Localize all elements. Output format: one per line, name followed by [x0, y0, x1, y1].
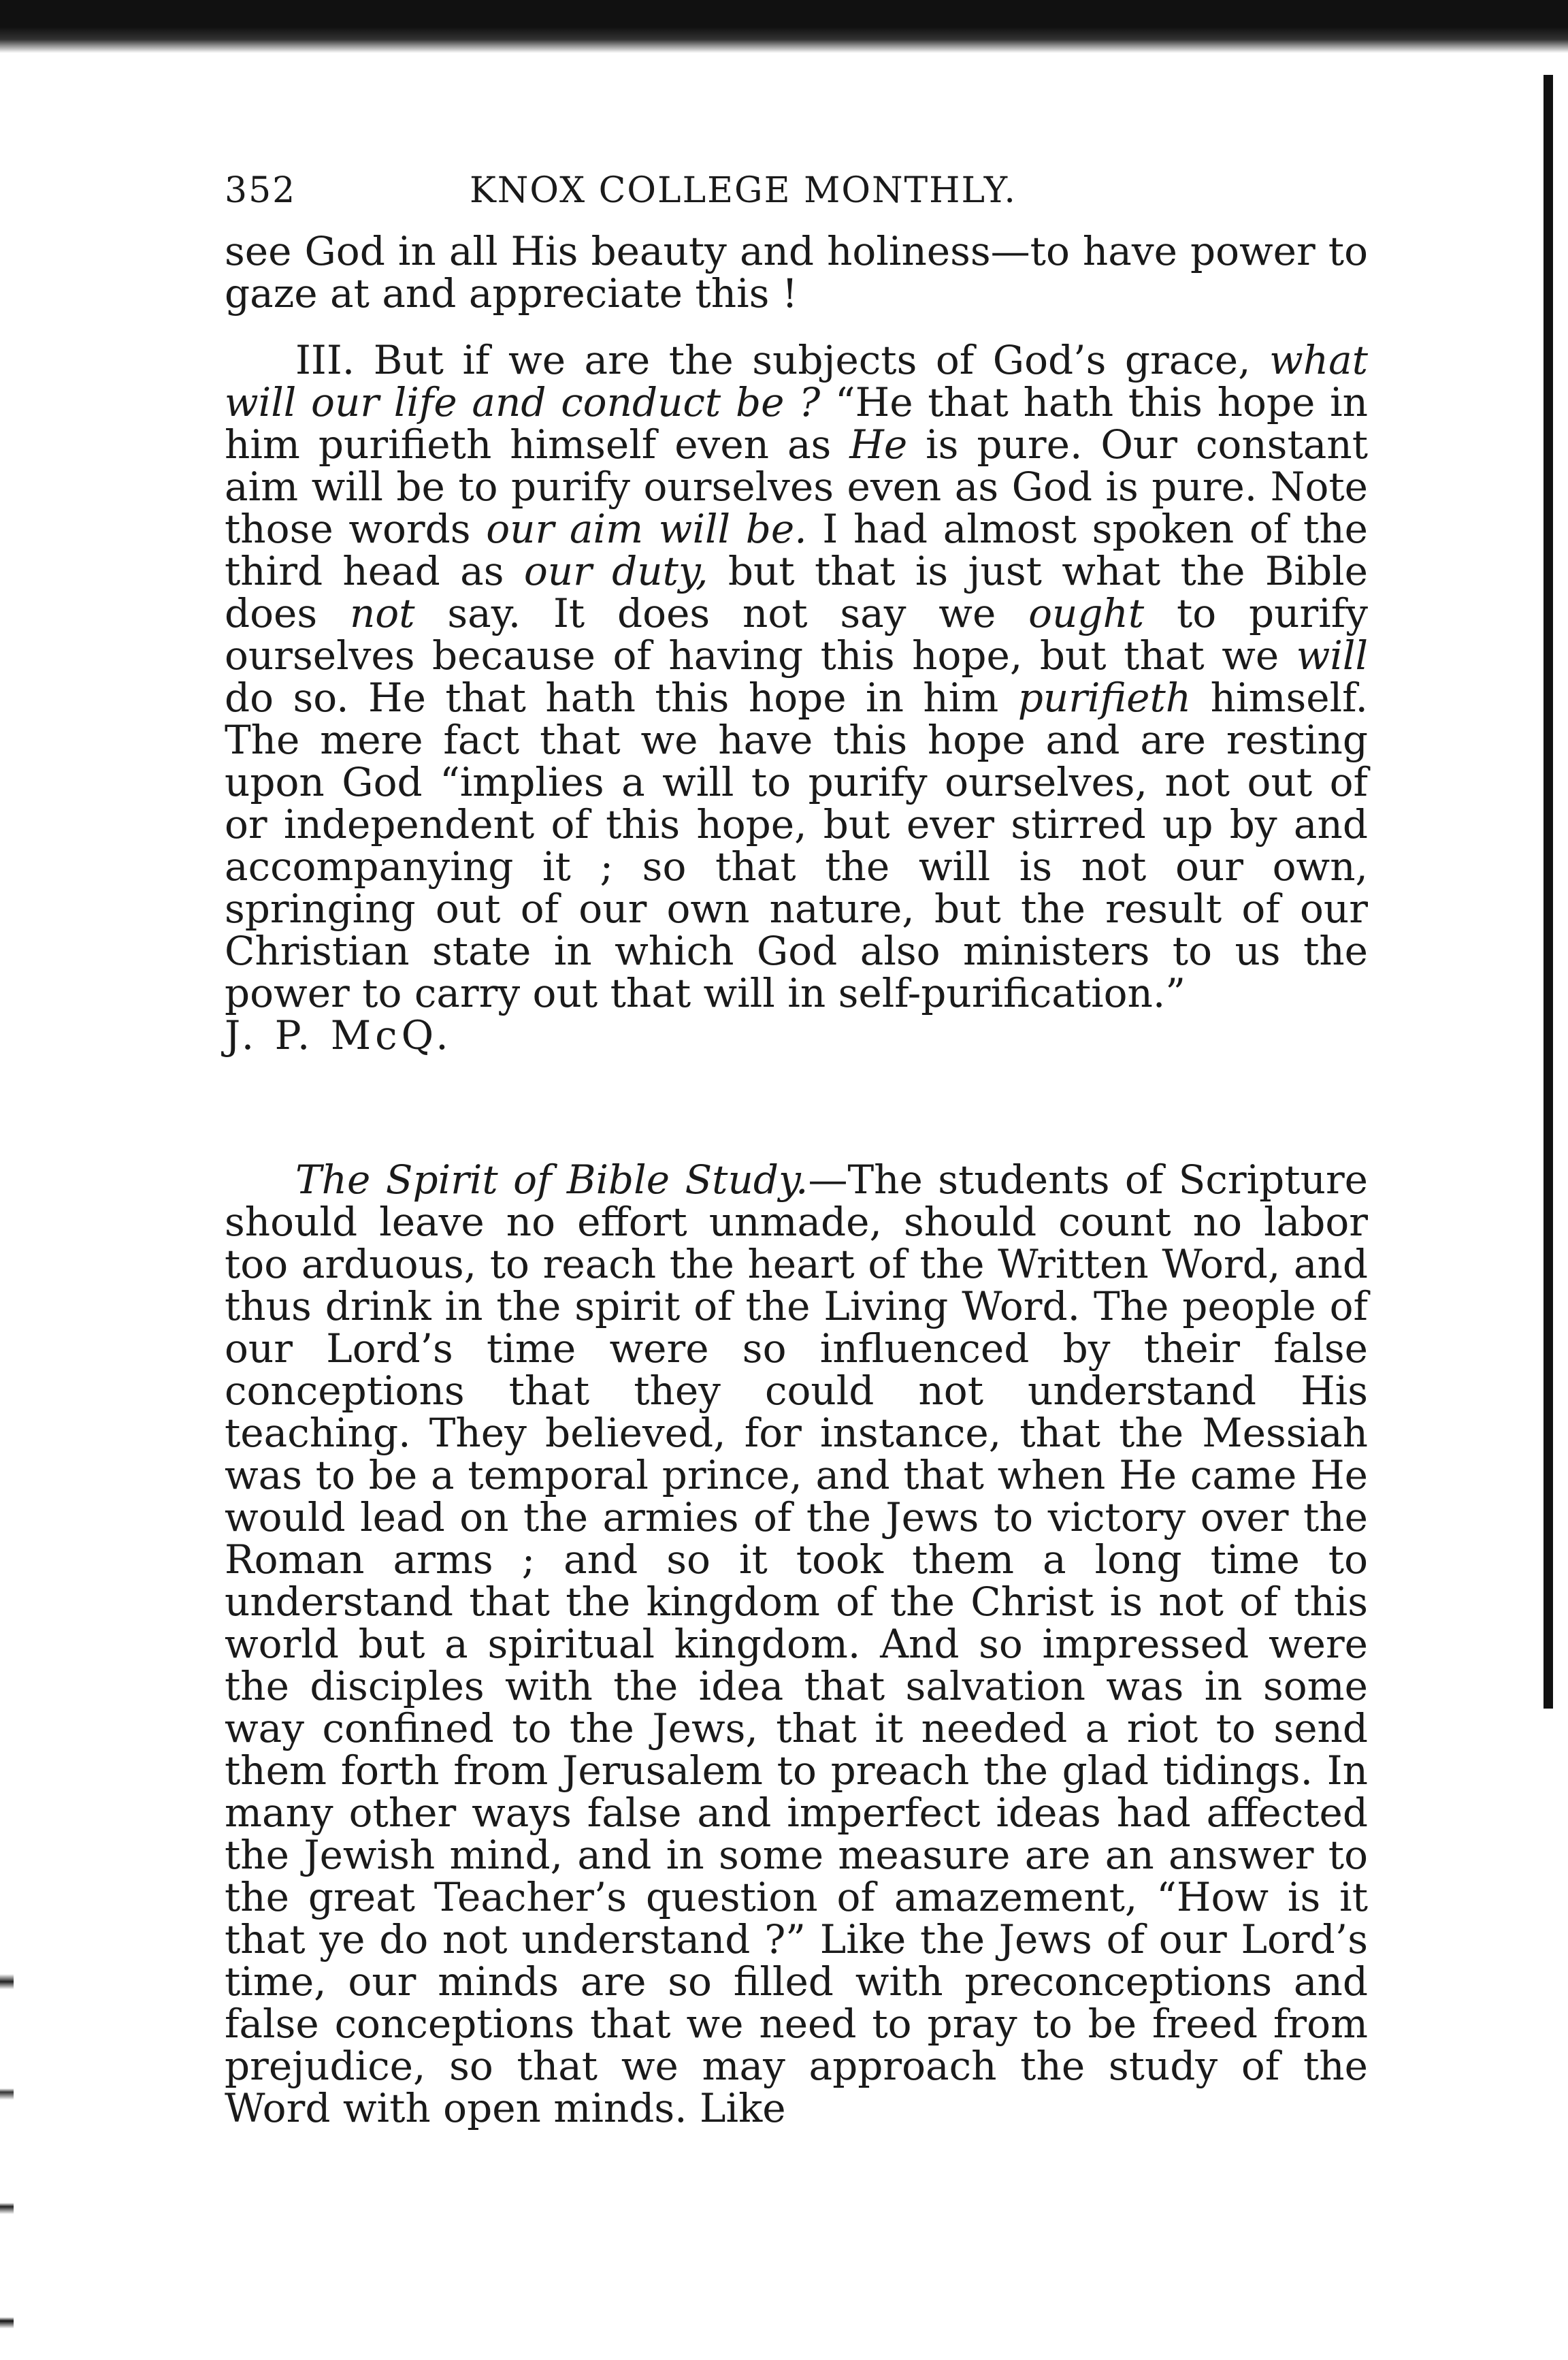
- text-run: himself. The mere fact that we have this hope and are resting upon God “implies a will to purify ourselves, not out of or independent of this hope, but ever stirred up by and accompanying it ; so that the will is not our own, springing out of our own nature, but the result of our Christian state in which God also ministers to us the power to carry out that will in self-purification.”: [225, 675, 1368, 1016]
- body-text: [225, 230, 1368, 2129]
- italic-run: what will our life and conduct be ?: [225, 337, 1368, 425]
- top-border-rule: [0, 0, 1568, 53]
- journal-title: KNOX COLLEGE MONTHLY.: [470, 170, 1017, 211]
- italic-run: will: [1296, 632, 1368, 679]
- italic-run: our aim will be.: [486, 506, 807, 552]
- text-run: III. But if we are the subjects of God’s grace,: [295, 337, 1270, 383]
- section-heading-italic: The Spirit of Bible Study.: [295, 1157, 808, 1203]
- italic-run: He: [849, 421, 908, 468]
- text-run: “He that hath this hope in him purifieth himself even as: [225, 379, 1368, 468]
- text-run: do so. He that hath this hope in him: [225, 675, 1018, 721]
- text-run: to purify ourselves because of having this hope, but that we: [225, 590, 1368, 679]
- text-run: say. It does not say we: [414, 590, 1029, 636]
- italic-run: ought: [1028, 590, 1145, 636]
- page-number: 352: [225, 170, 297, 211]
- paragraph-text: see God in all His beauty and holiness—to have power to gaze at and appreciate this !: [225, 228, 1368, 317]
- text-run: I had almost spoken of the third head as: [225, 506, 1368, 594]
- text-run: is pure. Our constant aim will be to purify ourselves even as God is pure. Note those words: [225, 421, 1368, 552]
- left-margin-marks: [0, 1974, 14, 2355]
- paragraph-continuation: [225, 228, 1368, 317]
- paragraph-section-three: [225, 339, 1368, 1014]
- italic-run: purifieth: [1017, 675, 1192, 721]
- italic-run: our duty,: [523, 548, 708, 594]
- text-run: but that is just what the Bible does: [225, 548, 1368, 636]
- text-run: —The students of Scripture should leave no effort unmade, should count no labor too arduous, to reach the heart of the Written Word, and thus drink in the spirit of the Living Word. The people of our Lord’s time were so influenced by their false conceptions that they could not understand His teaching. They believed, for instance, that the Messiah was to be a temporal prince, and that when He came He would lead on the armies of the Jews to victory over the Roman arms ; and so it took them a long time to understand that the kingdom of the Christ is not of this world but a spiritual kingdom. And so impressed were the disciples with the idea that salvation was in some way confined to the Jews, that it needed a riot to send them forth from Jerusalem to preach the glad tidings. In many other ways false and imperfect ideas had affected the Jewish mind, and in some measure are an answer to the great Teacher’s question of amazement, “How is it that ye do not understand ?” Like the Jews of our Lord’s time, our minds are so filled with preconceptions and false conceptions that we need to pray to be freed from prejudice, so that we may approach the study of the Word with open minds. Like: [225, 1157, 1368, 2131]
- page-content: [225, 170, 1368, 2129]
- running-head: [225, 170, 1368, 211]
- italic-run: not: [349, 590, 415, 636]
- right-border-rule: [1544, 75, 1553, 1709]
- author-signature: J. P. McQ.: [225, 1012, 453, 1058]
- paragraph-bible-study: [225, 1159, 1368, 2129]
